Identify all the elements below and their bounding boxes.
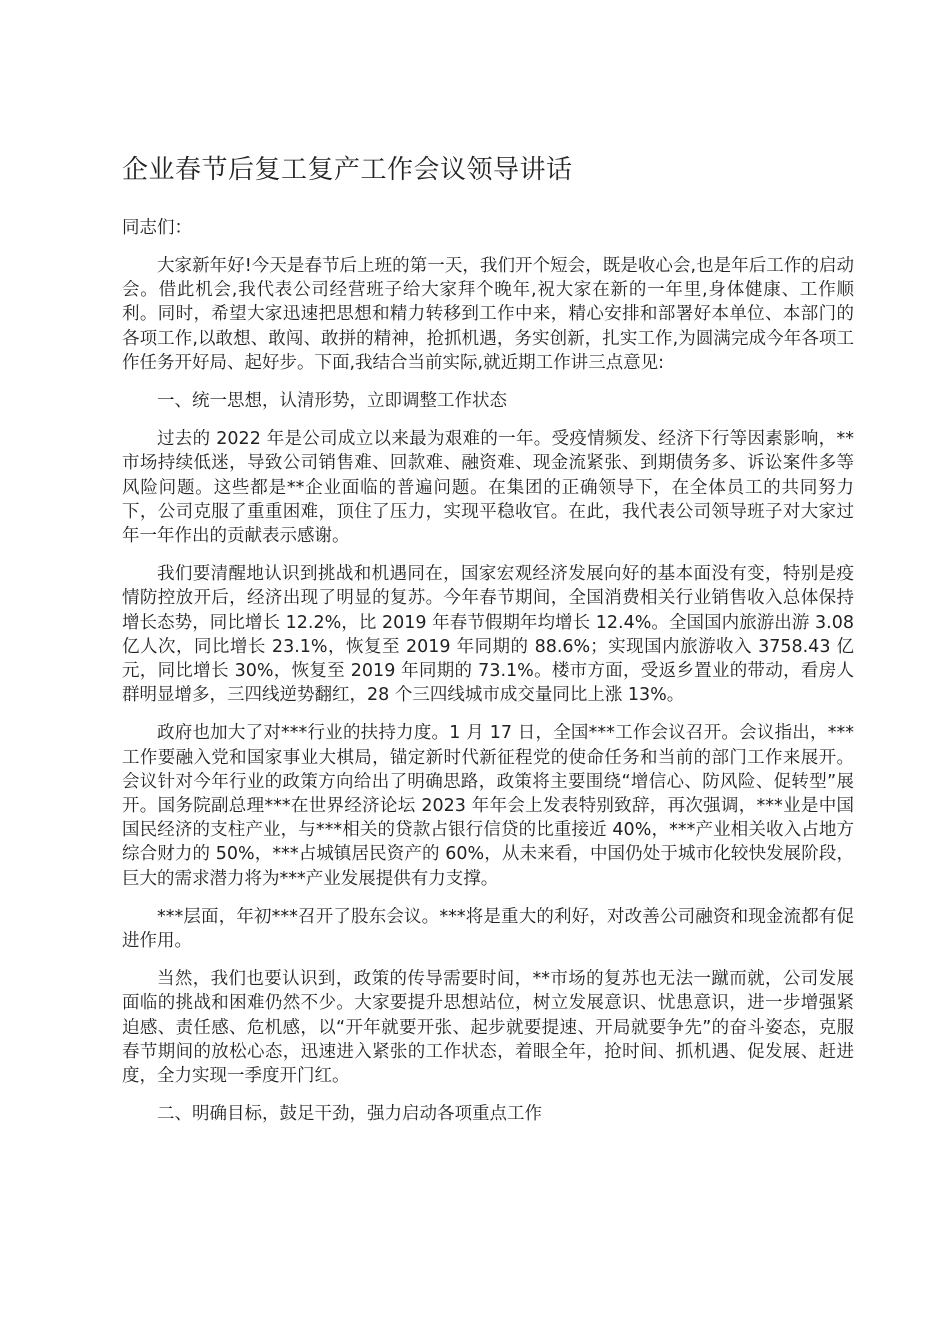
- paragraph-opening: 大家新年好!今天是春节后上班的第一天，我们开个短会，既是收心会,也是年后工作的启动会。借此机会,我代表公司经营班子给大家拜个晚年,祝大家在新的一年里,身体健康、工作顺利。同时，希望大家迅速把思想和精力转移到工作中来，精心安排和部署好本单位、本部门的各项工作,以敢想、敢闯、敢拼的精神，抢抓机遇，务实创新，扎实工作,为圆满完成今年各项工作任务开好局、起好步。下面,我结合当前实际,就近期工作讲三点意见:: [122, 256, 854, 373]
- paragraph-government-support: 政府也加大了对***行业的扶持力度。1 月 17 日，全国***工作会议召开。会议指出，***工作要融入党和国家事业大棋局，锚定新时代新征程党的使命任务和当前的部门工作来展开。会议针对今年行业的政策方向给出了明确思路，政策将主要围绕“增信心、防风险、促转型”展开。国务院副总理***在世界经济论坛 2023 年年会上发表特别致辞，再次强调，***业是中国国民经济的支柱产业，与***相关的贷款占银行信贷的比重接近 40%，***产业相关收入占地方综合财力的 50%，***占城镇居民资产的 60%，从未来看，中国仍处于城市化较快发展阶段，巨大的需求潜力将为***产业发展提供有力支撑。: [122, 723, 854, 889]
- document-title: 企业春节后复工复产工作会议领导讲话: [122, 155, 573, 185]
- salutation: 同志们：: [122, 218, 192, 238]
- paragraph-review-2022: 过去的 2022 年是公司成立以来最为艰难的一年。受疫情频发、经济下行等因素影响，**市场持续低迷，导致公司销售难、回款难、融资难、现金流紧张、到期债务多、诉讼案件多等风险问题。这些都是**企业面临的普遍问题。在集团的正确领导下，在全体员工的共同努力下，公司克服了重重困难，顶住了压力，实现平稳收官。在此，我代表公司领导班子对大家过年一年作出的贡献表示感谢。: [122, 429, 854, 547]
- section-heading-2: 二、明确目标，鼓足干劲，强力启动各项重点工作: [157, 1104, 542, 1125]
- paragraph-shareholder-meeting: ***层面，年初***召开了股东会议。***将是重大的利好，对改善公司融资和现金流都有促进作用。: [122, 906, 854, 952]
- section-heading-1: 一、统一思想，认清形势，立即调整工作状态: [157, 391, 507, 412]
- document-page: [122, 150, 854, 1141]
- paragraph-opportunities: 我们要清醒地认识到挑战和机遇同在，国家宏观经济发展向好的基本面没有变，特别是疫情防控放开后，经济出现了明显的复苏。今年春节期间，全国消费相关行业销售收入总体保持增长态势，同比增长 12.2%，比 2019 年春节假期年均增长 12.4%。全国国内旅游出游 3.08 亿人次，同比增长 23.1%，恢复至 2019 年同期的 88.6%；实现国内旅游收入 3758.43 亿元，同比增长 30%，恢复至 2019 年同期的 73.1%。楼市方面，受返乡置业的带动，看房人群明显增多，三四线逆势翻红，28 个三四线城市成交量同比上涨 13%。: [122, 564, 854, 706]
- paragraph-challenges: 当然，我们也要认识到，政策的传导需要时间，**市场的复苏也无法一蹴而就，公司发展面临的挑战和困难仍然不少。大家要提升思想站位，树立发展意识、忧患意识，进一步增强紧迫感、责任感、危机感，以“开年就要开张、起步就要提速、开局就要争先”的奋斗姿态，克服春节期间的放松心态，迅速进入紧张的工作状态，着眼全年，抢时间、抓机遇、促发展、赶进度，全力实现一季度开门红。: [122, 969, 854, 1087]
